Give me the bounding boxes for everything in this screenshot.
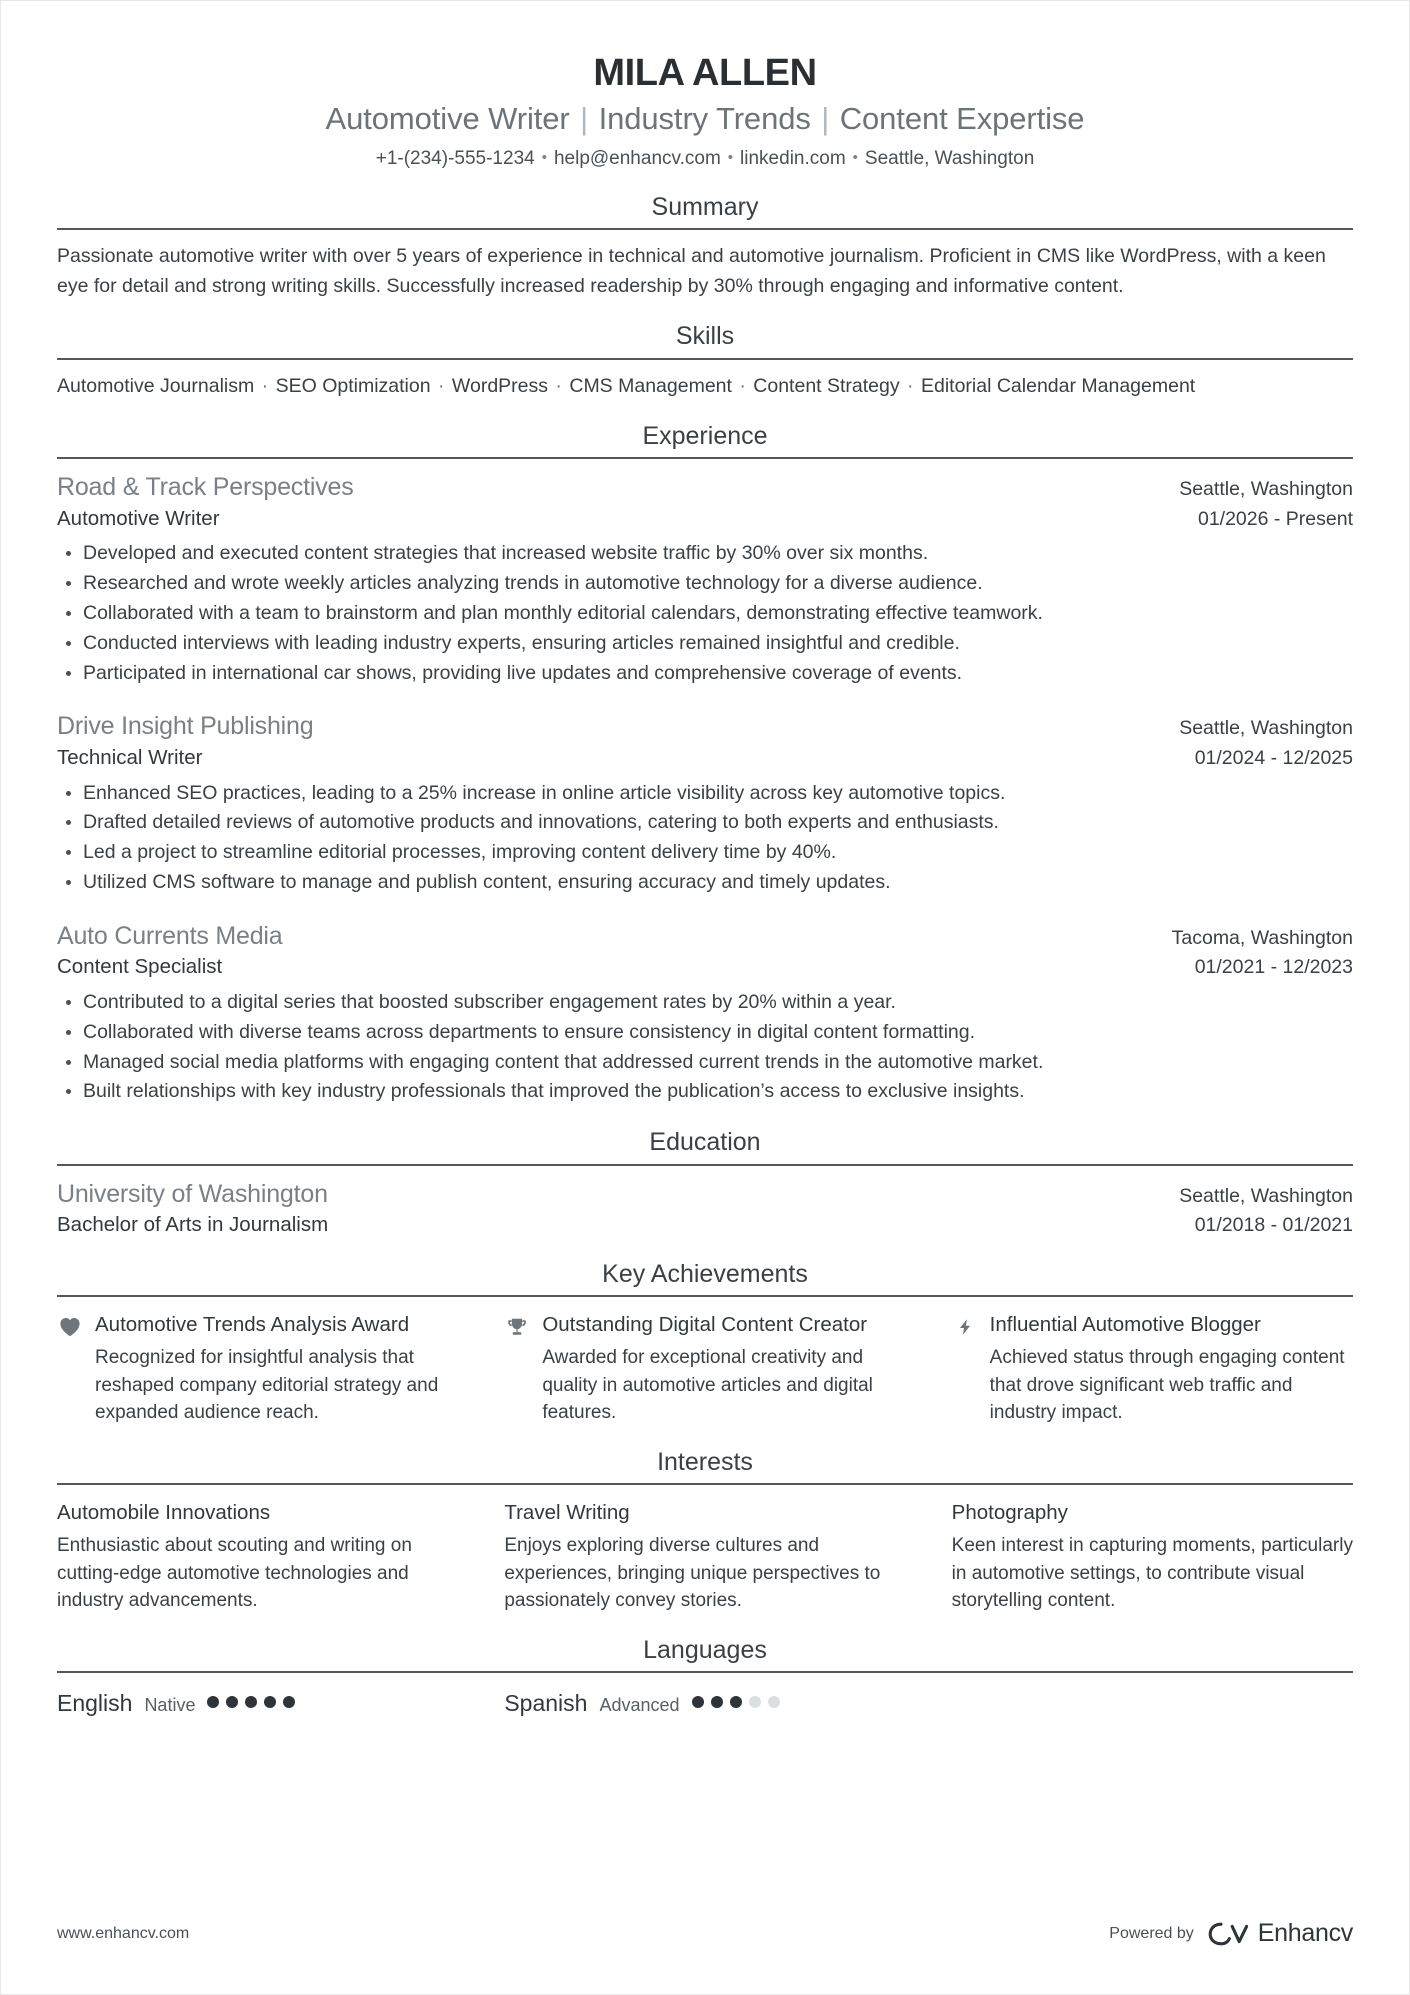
skill-item: WordPress	[451, 374, 549, 397]
section-summary	[57, 192, 1353, 302]
interest-items	[57, 1485, 1353, 1615]
headline-part-3: Content Expertise	[839, 100, 1085, 136]
experience-bullet: Collaborated with diverse teams across departments to ensure consistency in digital content formatting.	[57, 1018, 1353, 1048]
contact-info-line	[57, 146, 1353, 172]
skills-list	[57, 372, 1353, 401]
experience-organization: Road & Track Perspectives	[57, 473, 354, 502]
interest-title: Photography	[951, 1500, 1068, 1524]
section-title-skills: Skills	[675, 322, 735, 351]
interest-description: Enthusiastic about scouting and writing on cutting-edge automotive technologies and industry advancements.	[57, 1535, 412, 1612]
key-achievement-item	[504, 1311, 905, 1427]
skill-item: SEO Optimization	[275, 374, 431, 397]
skill-item: Editorial Calendar Management	[920, 374, 1196, 397]
experience-location: Seattle, Washington	[1179, 478, 1353, 501]
education-role: Bachelor of Arts in Journalism	[57, 1213, 329, 1237]
language-level: Advanced	[599, 1695, 680, 1716]
contact-email[interactable]: help@enhancv.com	[553, 148, 721, 170]
key-achievement-item	[952, 1311, 1353, 1427]
section-interests	[57, 1447, 1353, 1615]
interest-title: Travel Writing	[504, 1500, 630, 1524]
interest-item	[57, 1499, 458, 1615]
professional-headline	[57, 99, 1353, 139]
key-achievement-description: Recognized for insightful analysis that reshaped company editorial strategy and expanded audience reach.	[95, 1347, 439, 1424]
experience-dates: 01/2024 - 12/2025	[1194, 746, 1353, 769]
section-title-key-achievements: Key Achievements	[602, 1259, 808, 1288]
language-name: Spanish	[504, 1690, 588, 1717]
interest-item	[952, 1499, 1353, 1615]
proficiency-dot-empty	[749, 1696, 761, 1708]
experience-bullet: Utilized CMS software to manage and publish content, ensuring accuracy and timely updates.	[57, 868, 1353, 898]
experience-dates: 01/2021 - 12/2023	[1194, 956, 1353, 979]
section-experience	[57, 421, 1353, 1108]
headline-part-2: Industry Trends	[598, 100, 811, 136]
enhancv-logo	[1208, 1919, 1353, 1948]
skill-separator: ·	[901, 374, 919, 397]
education-dates: 01/2018 - 01/2021	[1194, 1214, 1353, 1237]
proficiency-dot-filled	[245, 1696, 257, 1708]
language-proficiency-dots	[207, 1696, 295, 1708]
enhancv-brand-name: Enhancv	[1257, 1919, 1353, 1947]
experience-bullet: Drafted detailed reviews of automotive products and innovations, catering to both experts and enthusiasts.	[57, 808, 1353, 838]
section-title-languages: Languages	[643, 1635, 767, 1664]
proficiency-dot-filled	[730, 1696, 742, 1708]
education-entries	[57, 1166, 1353, 1239]
experience-organization: Auto Currents Media	[57, 921, 283, 950]
language-level: Native	[144, 1695, 196, 1716]
section-title-interests: Interests	[657, 1447, 753, 1476]
experience-bullet: Enhanced SEO practices, leading to a 25% increase in online article visibility across key automotive topics.	[57, 779, 1353, 809]
heart-icon	[57, 1314, 83, 1340]
summary-text: Passionate automotive writer with over 5 years of experience in technical and automotive journalism. Proficient in CMS like WordPress, with a keen eye for detail and strong writing skills. Successfully increased readership by 30% through engaging and informative content.	[57, 245, 1326, 297]
headline-part-1: Automotive Writer	[325, 100, 570, 136]
contact-separator: •	[541, 149, 547, 167]
key-achievement-title: Influential Automotive Blogger	[989, 1312, 1261, 1336]
skill-separator: ·	[550, 374, 568, 397]
interest-description: Enjoys exploring diverse cultures and experiences, bringing unique perspectives to passionately convey stories.	[504, 1535, 881, 1612]
footer-website-url[interactable]: www.enhancv.com	[57, 1924, 190, 1942]
contact-separator: •	[852, 149, 858, 167]
proficiency-dot-filled	[207, 1696, 219, 1708]
experience-role: Technical Writer	[57, 745, 203, 769]
experience-bullet: Conducted interviews with leading industry experts, ensuring articles remained insightful and credible.	[57, 629, 1353, 659]
proficiency-dot-filled	[264, 1696, 276, 1708]
key-achievement-title: Automotive Trends Analysis Award	[95, 1312, 410, 1336]
experience-bullet: Contributed to a digital series that boosted subscriber engagement rates by 20% within a year.	[57, 988, 1353, 1018]
experience-bullet-list	[57, 779, 1353, 898]
section-title-experience: Experience	[642, 421, 768, 450]
education-location: Seattle, Washington	[1179, 1184, 1353, 1207]
proficiency-dot-filled	[711, 1696, 723, 1708]
education-organization: University of Washington	[57, 1179, 328, 1208]
lightning-bolt-icon	[952, 1314, 978, 1340]
key-achievement-item	[57, 1311, 458, 1427]
section-title-education: Education	[649, 1128, 761, 1157]
interest-item	[504, 1499, 905, 1615]
experience-bullet: Developed and executed content strategies that increased website traffic by 30% over six months.	[57, 539, 1353, 569]
contact-linkedin[interactable]: linkedin.com	[740, 148, 846, 170]
interest-description: Keen interest in capturing moments, particularly in automotive settings, to contribute visual storytelling content.	[951, 1535, 1353, 1612]
contact-separator: •	[727, 149, 734, 167]
page-title: MILA ALLEN	[593, 52, 817, 94]
language-name: English	[57, 1690, 133, 1717]
language-items	[57, 1673, 1353, 1719]
skill-separator: ·	[432, 374, 450, 397]
experience-role: Content Specialist	[57, 955, 223, 979]
proficiency-dot-filled	[283, 1696, 295, 1708]
proficiency-dot-filled	[692, 1696, 704, 1708]
resume-header	[57, 37, 1353, 172]
proficiency-dot-empty	[768, 1696, 780, 1708]
key-achievement-items	[57, 1297, 1353, 1427]
contact-phone[interactable]: +1-(234)-555-1234	[375, 148, 535, 170]
contact-location[interactable]: Seattle, Washington	[864, 148, 1035, 170]
powered-by-label: Powered by	[1109, 1924, 1194, 1942]
skill-separator: ·	[733, 374, 752, 397]
section-education	[57, 1127, 1353, 1238]
experience-dates: 01/2026 - Present	[1197, 507, 1353, 530]
experience-role: Automotive Writer	[57, 506, 220, 530]
experience-entries	[57, 459, 1353, 1107]
enhancv-mark-icon	[1208, 1921, 1250, 1947]
key-achievement-description: Achieved status through engaging content that drove significant web traffic and industry impact.	[989, 1347, 1345, 1424]
experience-location: Tacoma, Washington	[1171, 926, 1353, 949]
section-skills	[57, 321, 1353, 401]
experience-entry	[57, 710, 1353, 897]
language-proficiency-dots	[692, 1696, 780, 1708]
experience-bullet-list	[57, 539, 1353, 688]
skill-item: Content Strategy	[753, 374, 900, 397]
section-key-achievements	[57, 1259, 1353, 1427]
experience-bullet: Managed social media platforms with engaging content that addressed current trends in the automotive market.	[57, 1048, 1353, 1078]
language-item	[504, 1689, 905, 1719]
skill-separator: ·	[256, 374, 274, 397]
page-footer	[57, 1919, 1353, 1948]
section-languages	[57, 1635, 1353, 1719]
skill-item: Automotive Journalism	[57, 374, 255, 397]
experience-bullet-list	[57, 988, 1353, 1107]
proficiency-dot-filled	[226, 1696, 238, 1708]
key-achievement-title: Outstanding Digital Content Creator	[542, 1312, 868, 1336]
experience-bullet: Participated in international car shows, providing live updates and comprehensive coverage of events.	[57, 659, 1353, 689]
experience-organization: Drive Insight Publishing	[57, 712, 314, 741]
education-entry	[57, 1178, 1353, 1239]
key-achievement-description: Awarded for exceptional creativity and quality in automotive articles and digital features.	[542, 1347, 873, 1424]
section-title-summary: Summary	[651, 192, 759, 221]
experience-bullet: Researched and wrote weekly articles analyzing trends in automotive technology for a diverse audience.	[57, 569, 1353, 599]
experience-bullet: Built relationships with key industry professionals that improved the publication’s access to exclusive insights.	[57, 1077, 1353, 1107]
headline-separator: |	[812, 100, 838, 136]
experience-entry	[57, 471, 1353, 688]
experience-location: Seattle, Washington	[1179, 717, 1353, 740]
experience-entry	[57, 920, 1353, 1107]
interest-title: Automobile Innovations	[57, 1500, 271, 1524]
experience-bullet: Led a project to streamline editorial processes, improving content delivery time by 40%.	[57, 838, 1353, 868]
skill-item: CMS Management	[569, 374, 732, 397]
trophy-icon	[504, 1314, 530, 1340]
headline-separator: |	[571, 100, 597, 136]
language-item	[57, 1689, 458, 1719]
experience-bullet: Collaborated with a team to brainstorm and plan monthly editorial calendars, demonstrating effective teamwork.	[57, 599, 1353, 629]
